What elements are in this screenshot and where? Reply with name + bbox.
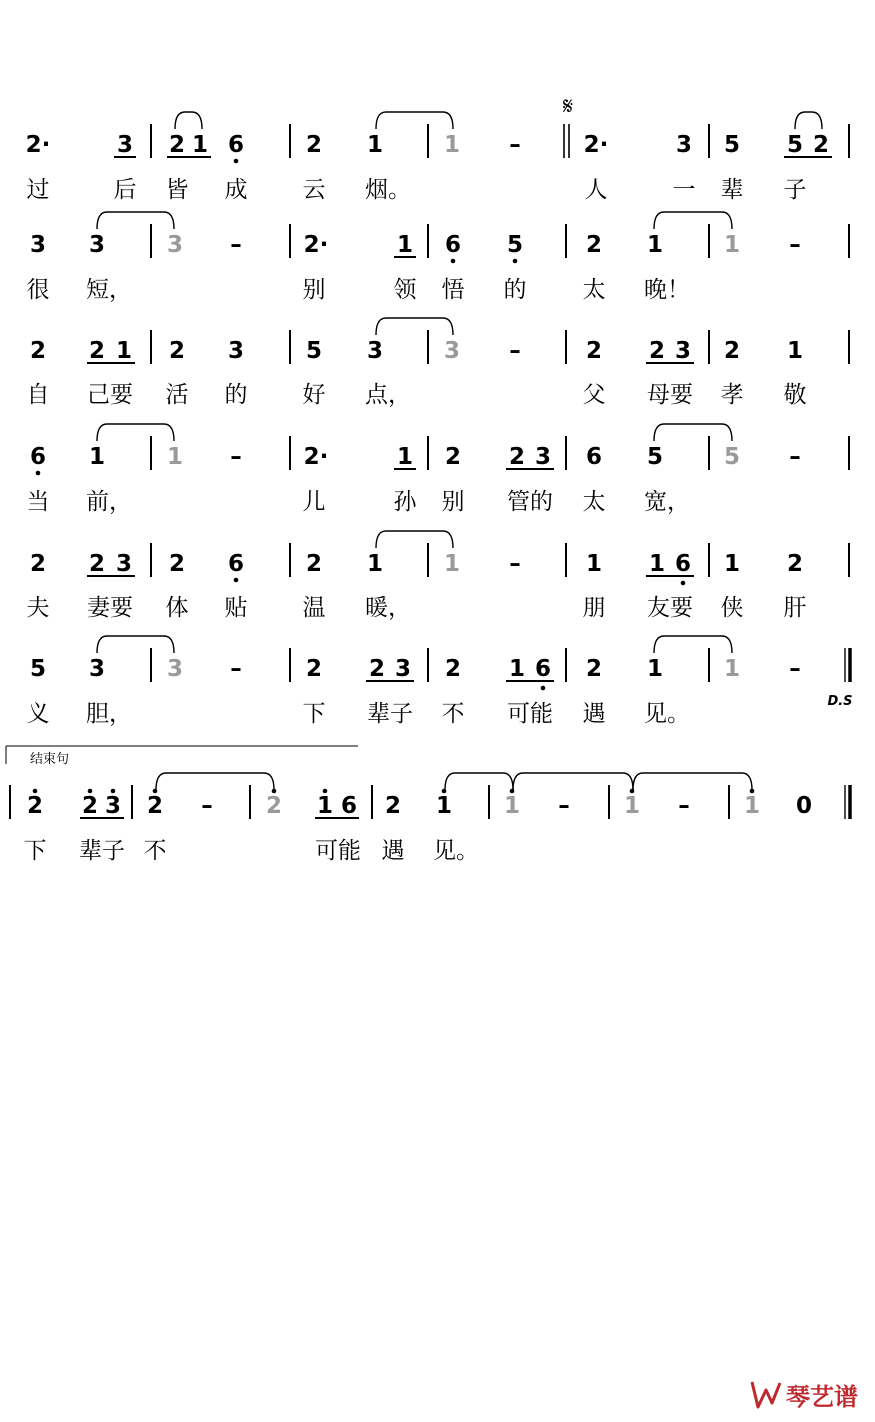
lyric-text: 别 <box>302 277 326 303</box>
note: 1 <box>191 132 209 158</box>
lyric-text: 管的 <box>507 489 553 515</box>
slur-tie <box>97 424 174 441</box>
note: 1 <box>648 551 666 577</box>
note: 3 <box>534 444 552 470</box>
notation-row <box>27 212 850 303</box>
high-octave-dot <box>33 789 38 794</box>
note: 2· <box>303 232 329 258</box>
note: 3 <box>166 656 184 682</box>
note: – <box>789 656 801 682</box>
note: 6 <box>674 551 692 577</box>
note: 0 <box>795 793 813 819</box>
lyric-text: 不 <box>441 701 465 727</box>
note: – <box>509 551 521 577</box>
lyric-text: 太 <box>582 489 606 515</box>
note: 3 <box>227 338 245 364</box>
note: 3 <box>394 656 412 682</box>
logo-text: 琴艺谱 <box>786 1383 858 1411</box>
lyric-text: 父 <box>582 382 606 408</box>
lyric-text: 辈子 <box>79 838 125 864</box>
lyric-text: 贴 <box>224 595 248 621</box>
lyric-text: 下 <box>302 701 326 727</box>
slur-tie <box>97 212 174 229</box>
note: 1 <box>366 132 384 158</box>
lyric-text: 遇 <box>582 701 606 727</box>
lyric-text: 当 <box>26 489 50 515</box>
lyric-text: 不 <box>143 838 167 864</box>
note: 1 <box>646 232 664 258</box>
low-octave-dot <box>513 259 518 264</box>
note: 2 <box>168 551 186 577</box>
lyric-text: 见。 <box>644 701 690 727</box>
notation-row <box>27 318 850 408</box>
note: 2 <box>585 338 603 364</box>
note: 2 <box>585 656 603 682</box>
lyric-text: 子 <box>783 177 807 203</box>
note: 2 <box>29 338 47 364</box>
note: – <box>558 793 570 819</box>
lyric-text: 后 <box>113 177 137 203</box>
note: 1 <box>585 551 603 577</box>
note: 6 <box>585 444 603 470</box>
lyric-text: 活 <box>165 382 189 408</box>
note: 2 <box>88 551 106 577</box>
note: 1 <box>396 232 414 258</box>
note: 2 <box>444 444 462 470</box>
note: 2 <box>723 338 741 364</box>
lyric-text: 妻要 <box>87 595 133 621</box>
low-octave-dot <box>451 259 456 264</box>
note: 2 <box>812 132 830 158</box>
note: 1 <box>316 793 334 819</box>
note: – <box>789 232 801 258</box>
slur-tie <box>795 112 822 129</box>
lyric-text: 母要 <box>647 382 693 408</box>
note: 2 <box>81 793 99 819</box>
slur-tie <box>633 773 752 790</box>
lyric-text: 皆 <box>165 177 189 203</box>
note: 2 <box>146 793 164 819</box>
slur-tie <box>175 112 202 129</box>
lyric-text: 悟 <box>441 277 465 303</box>
note: 6 <box>444 232 462 258</box>
note: 6 <box>340 793 358 819</box>
lyric-text: 辈 <box>720 177 744 203</box>
lyric-text: 宽， <box>644 489 690 515</box>
note: 3 <box>115 551 133 577</box>
high-octave-dot <box>88 789 93 794</box>
note: 2 <box>384 793 402 819</box>
note: 3 <box>366 338 384 364</box>
lyric-text: 点， <box>365 382 411 408</box>
note: 1 <box>88 444 106 470</box>
low-octave-dot <box>36 471 41 476</box>
note: 3 <box>674 338 692 364</box>
note: 1 <box>623 793 641 819</box>
note: 1 <box>743 793 761 819</box>
note: 2 <box>26 793 44 819</box>
lyric-text: 下 <box>23 838 47 864</box>
note: – <box>678 793 690 819</box>
lyric-text: 太 <box>582 277 606 303</box>
ds-mark: D.S <box>827 694 853 709</box>
note: 2 <box>88 338 106 364</box>
note: – <box>789 444 801 470</box>
lyric-text: 夫 <box>26 595 50 621</box>
lyric-text: 自 <box>26 382 50 408</box>
ending-bracket <box>6 746 358 767</box>
note: 1 <box>396 444 414 470</box>
slur-tie <box>376 531 453 548</box>
note: 2 <box>368 656 386 682</box>
note: 3 <box>166 232 184 258</box>
notation-row <box>27 531 850 621</box>
note: 2· <box>583 132 609 158</box>
lyric-text: 孝 <box>720 382 744 408</box>
lyric-text: 成 <box>224 177 248 203</box>
note: 1 <box>166 444 184 470</box>
slur-tie <box>376 112 453 129</box>
note: 2 <box>585 232 603 258</box>
slur-tie <box>445 773 513 790</box>
high-octave-dot <box>111 789 116 794</box>
high-octave-dot <box>323 789 328 794</box>
notation-row <box>26 112 849 203</box>
lyric-text: 孙 <box>393 489 417 515</box>
lyric-text: 一 <box>672 177 696 203</box>
lyric-text: 遇 <box>381 838 405 864</box>
note: – <box>201 793 213 819</box>
notation-rows <box>10 112 853 864</box>
note: 3 <box>104 793 122 819</box>
lyric-text: 好 <box>302 382 326 408</box>
note: 1 <box>435 793 453 819</box>
site-logo <box>752 1382 858 1411</box>
lyric-text: 温 <box>302 595 326 621</box>
slur-tie <box>513 773 633 790</box>
lyric-text: 侠 <box>720 595 744 621</box>
lyric-text: 体 <box>165 595 189 621</box>
lyric-text: 过 <box>26 177 50 203</box>
note: 1 <box>503 793 521 819</box>
note: 2 <box>648 338 666 364</box>
slur-tie <box>654 424 732 441</box>
note: 5 <box>305 338 323 364</box>
note: 2 <box>168 132 186 158</box>
note: 6 <box>534 656 552 682</box>
lyric-text: 见。 <box>433 838 479 864</box>
slur-tie <box>654 212 732 229</box>
lyric-text: 儿 <box>302 489 326 515</box>
lyric-text: 义 <box>26 701 50 727</box>
lyric-text: 友要 <box>647 595 693 621</box>
note: 1 <box>115 338 133 364</box>
note: 2 <box>29 551 47 577</box>
note: – <box>230 656 242 682</box>
lyric-text: 朋 <box>582 595 606 621</box>
lyric-text: 前， <box>86 489 132 515</box>
logo-mark-icon <box>752 1382 780 1407</box>
note: 6 <box>29 444 47 470</box>
note: 5 <box>29 656 47 682</box>
lyric-text: 别 <box>441 489 465 515</box>
note: 3 <box>29 232 47 258</box>
lyric-text: 辈子 <box>367 701 413 727</box>
notation-row <box>27 424 850 515</box>
notation-row <box>10 773 850 864</box>
note: 1 <box>786 338 804 364</box>
slur-tie <box>156 773 274 790</box>
slur-tie <box>97 636 174 653</box>
lyric-text: 烟。 <box>365 177 411 203</box>
lyric-text: 敬 <box>783 382 807 408</box>
lyric-text: 领 <box>393 277 417 303</box>
note: 1 <box>723 656 741 682</box>
note: 2 <box>168 338 186 364</box>
note: – <box>509 338 521 364</box>
lyric-text: 晚！ <box>644 277 690 303</box>
note: 1 <box>723 232 741 258</box>
note: 3 <box>88 232 106 258</box>
note: 6 <box>227 551 245 577</box>
slur-tie <box>376 318 453 335</box>
note: 2 <box>305 656 323 682</box>
lyric-text: 的 <box>503 277 527 303</box>
note: 2 <box>786 551 804 577</box>
lyric-text: 肝 <box>783 595 807 621</box>
lyric-text: 短， <box>86 277 132 303</box>
note: 2 <box>265 793 283 819</box>
note: 2· <box>303 444 329 470</box>
segno-mark: 𝄋 <box>562 92 574 120</box>
lyric-text: 云 <box>302 177 326 203</box>
note: 3 <box>443 338 461 364</box>
note: 1 <box>443 551 461 577</box>
note: 1 <box>366 551 384 577</box>
notation-row <box>27 636 851 727</box>
note: 3 <box>675 132 693 158</box>
note: 3 <box>88 656 106 682</box>
note: 1 <box>443 132 461 158</box>
low-octave-dot <box>681 581 686 586</box>
note: 5 <box>506 232 524 258</box>
lyric-text: 很 <box>26 277 50 303</box>
note: – <box>509 132 521 158</box>
lyric-text: 人 <box>584 177 608 203</box>
ending-label: 结束句 <box>30 752 70 767</box>
note: 6 <box>227 132 245 158</box>
lyric-text: 己要 <box>87 382 133 408</box>
note: 5 <box>723 132 741 158</box>
note: 5 <box>723 444 741 470</box>
note: 2 <box>305 551 323 577</box>
note: 2· <box>25 132 51 158</box>
note: 2 <box>305 132 323 158</box>
note: – <box>230 444 242 470</box>
low-octave-dot <box>541 686 546 691</box>
note: 2 <box>508 444 526 470</box>
slur-tie <box>654 636 732 653</box>
note: – <box>230 232 242 258</box>
lyric-text: 可能 <box>507 701 553 727</box>
lyric-text: 胆， <box>86 701 132 727</box>
lyric-text: 暖， <box>365 595 411 621</box>
note: 3 <box>116 132 134 158</box>
low-octave-dot <box>234 159 239 164</box>
note: 5 <box>786 132 804 158</box>
note: 1 <box>508 656 526 682</box>
note: 5 <box>646 444 664 470</box>
low-octave-dot <box>234 578 239 583</box>
note: 2 <box>444 656 462 682</box>
lyric-text: 的 <box>224 382 248 408</box>
lyric-text: 可能 <box>315 838 361 864</box>
note: 1 <box>723 551 741 577</box>
note: 1 <box>646 656 664 682</box>
